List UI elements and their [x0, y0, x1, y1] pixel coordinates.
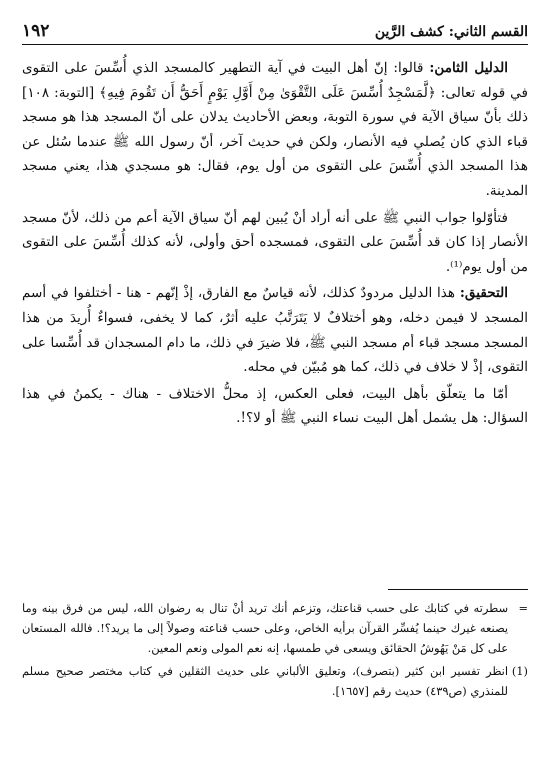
footnotes — [22, 598, 528, 704]
footnote-text: انظر تفسير ابن كثير (بتصرف)، وتعليق الألباني على حديث الثقلين في كتاب مختصر صحيح مسلم للمنذري (ص٤٣٩) حديث رقم [١٦٥٧]. — [22, 664, 508, 698]
paragraph-text: أمّا ما يتعلّق بأهل البيت، فعلى العكس، إذ محلُّ الاختلاف - هناك - يكمنُ في هذا السؤال: هل يشمل أهل البيت نساء النبي ﷺ أو لا؟!. — [22, 385, 528, 427]
paragraph-ahl-al-bayt — [22, 382, 528, 431]
footnote-separator — [388, 589, 528, 590]
footnote-1 — [22, 661, 528, 701]
footnote-marker: (1) — [511, 664, 528, 678]
paragraph-text: قالوا: إنّ أهل البيت في آية التطهير كالمسجد الذي أُسِّسَ على التقوى في قوله تعالى: ﴿لَّمَسْجِدٌ أُسِّسَ عَلَى التَّقْوَىٰ مِنْ أَوَّلِ يَوْمٍ أَحَقُّ أَن تَقُومَ فِيهِ﴾ [التوبة: ١٠٨] ذلك بأنّ سياق الآية في سورة التوبة، وبعض الأحاديث يدلان على أنّ المسجد هذا هو مسجد قباء الذي كان يُصلي فيه الأنصار، ولكن في حديث آخر، أنّ رسول الله ﷺ عندما سُئل عن هذا المسجد الذي أُسِّسَ على التقوى من أول يوم، فقال: هو مسجدي هذا، يعني مسجد المدينة. — [22, 60, 528, 199]
page-number: ١٩٢ — [22, 21, 50, 41]
footnote-continuation — [22, 598, 528, 658]
paragraph-lead: التحقيق: — [459, 285, 508, 302]
main-text — [22, 56, 528, 433]
paragraph-text: فتأوّلوا جواب النبي ﷺ على أنه أراد أنْ يُبين لهم أنّ سياق الآية أعم من ذلك، لأنّ مسجد الأنصار إذا كان قد أُسِّسَ على التقوى، فمسجده أحق وأولى، لأنه كذلك أُسِّسَ على التقوى من أول يوم⁽¹⁾. — [22, 209, 528, 275]
running-title: القسم الثاني: كشف الرَّين — [374, 24, 528, 40]
paragraph-text: هذا الدليل مردودٌ كذلك، لأنه قياسٌ مع الفارق، إذْ إنّهم - هنا - أختلفوا في أسم المسجد لا فيمن دخله، وهو أختلافٌ لا يَتَرَتَّبُ عليه أثرٌ، كما لا يخفى، فسواءٌ أُريدَ من هذا المسجد مسجد قباء أم مسجد النبي ﷺ، فلا ضيرَ في ذلك، ما دام المسجدان قد أُسِّسا على التقوى، إذْ لا خلاف في ذلك، كما هو مُبيّن في محله. — [22, 285, 528, 376]
footnote-text: سطرته في كتابك على حسب قناعتك، وتزعم أنك تريد أنْ تنال به رضوان الله، ليس من فرق بينه وما يصنعه غيرك حينما يُفسِّر القرآن برأيه الخاص، وعلى حسب قناعته وصولاً إلى ما يريد؟!. فالله المستعان على كل مَنْ يَهُوشُ الحقائق ويسعى في طمسها، إنه نعم المولى ونعم المعين. — [22, 601, 508, 655]
paragraph-evidence-eight — [22, 56, 528, 204]
paragraph-lead: الدليل الثامن: — [429, 60, 508, 76]
paragraph-interpretation — [22, 206, 528, 280]
footnote-marker: = — [518, 601, 528, 615]
page-header — [22, 14, 528, 45]
paragraph-verification — [22, 281, 528, 379]
